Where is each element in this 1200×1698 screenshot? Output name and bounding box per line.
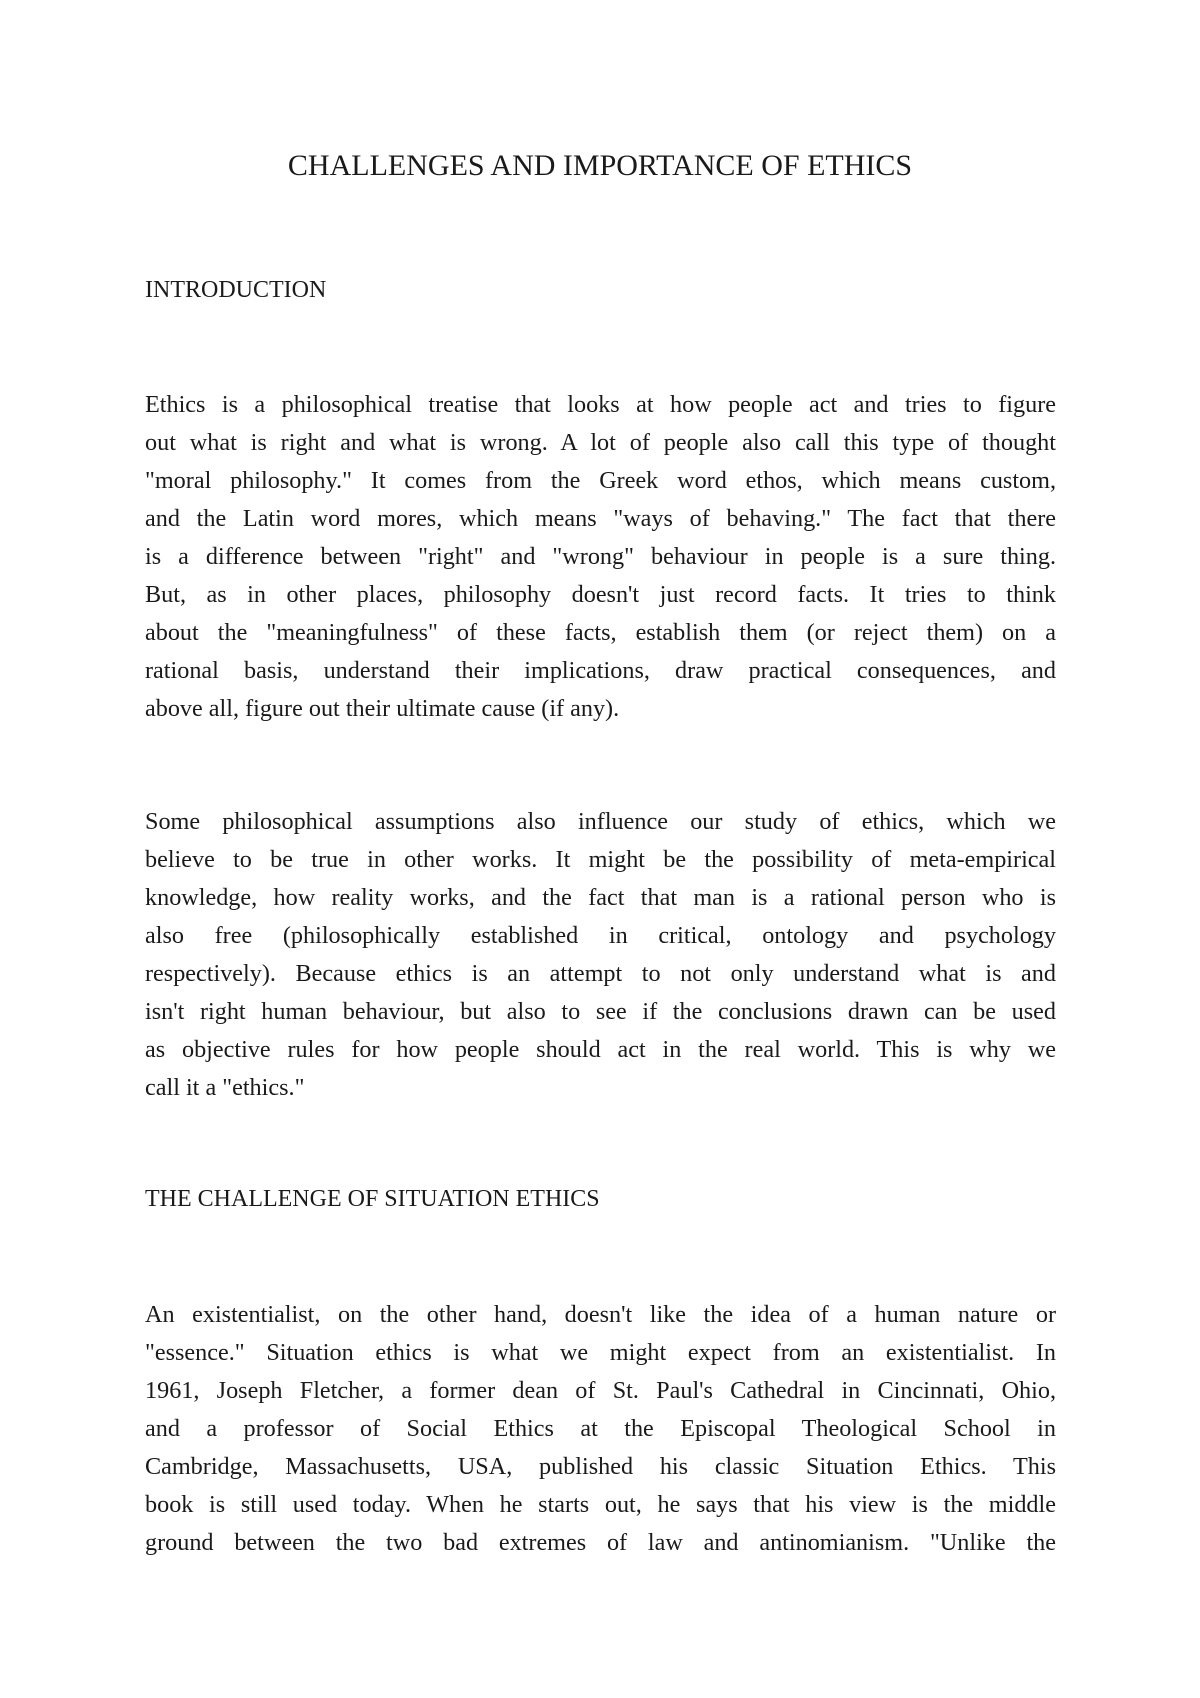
text-line: isn't right human behaviour, but also to see if the conclusions drawn can be used (145, 998, 1056, 1025)
situation-ethics-paragraph-1 (145, 1296, 1056, 1562)
text-line: as objective rules for how people should act in the real world. This is why we (145, 1036, 1056, 1063)
text-line: believe to be true in other works. It might be the possibility of meta-empirical (145, 846, 1056, 873)
text-line: Some philosophical assumptions also influence our study of ethics, which we (145, 808, 1056, 835)
text-line: out what is right and what is wrong. A lot of people also call this type of thought (145, 429, 1056, 456)
introduction-paragraph-2 (145, 803, 1056, 1107)
text-line: above all, figure out their ultimate cause (if any). (145, 695, 620, 722)
introduction-paragraph-1 (145, 386, 1056, 728)
text-line: An existentialist, on the other hand, doesn't like the idea of a human nature or (145, 1301, 1056, 1328)
text-line: 1961, Joseph Fletcher, a former dean of St. Paul's Cathedral in Cincinnati, Ohio, (145, 1377, 1056, 1404)
text-line: "moral philosophy." It comes from the Greek word ethos, which means custom, (145, 467, 1056, 494)
text-line: call it a "ethics." (145, 1074, 305, 1101)
text-line: ground between the two bad extremes of law and antinomianism. "Unlike the (145, 1529, 1056, 1556)
text-line: and the Latin word mores, which means "ways of behaving." The fact that there (145, 505, 1056, 532)
text-line: book is still used today. When he starts out, he says that his view is the middle (145, 1491, 1056, 1518)
text-line: But, as in other places, philosophy doesn't just record facts. It tries to think (145, 581, 1056, 608)
text-line: is a difference between "right" and "wrong" behaviour in people is a sure thing. (145, 543, 1056, 570)
section-heading-introduction: INTRODUCTION (145, 277, 327, 303)
text-line: rational basis, understand their implications, draw practical consequences, and (145, 657, 1056, 684)
text-line: and a professor of Social Ethics at the Episcopal Theological School in (145, 1415, 1056, 1442)
text-line: respectively). Because ethics is an attempt to not only understand what is and (145, 960, 1056, 987)
text-line: also free (philosophically established in critical, ontology and psychology (145, 922, 1056, 949)
text-line: Ethics is a philosophical treatise that looks at how people act and tries to figure (145, 391, 1056, 418)
document-title: CHALLENGES AND IMPORTANCE OF ETHICS (287, 149, 913, 182)
text-line: Cambridge, Massachusetts, USA, published his classic Situation Ethics. This (145, 1453, 1056, 1480)
text-line: knowledge, how reality works, and the fact that man is a rational person who is (145, 884, 1056, 911)
text-line: "essence." Situation ethics is what we might expect from an existentialist. In (145, 1339, 1056, 1366)
section-heading-situation-ethics: THE CHALLENGE OF SITUATION ETHICS (145, 1186, 600, 1212)
text-line: about the "meaningfulness" of these facts, establish them (or reject them) on a (145, 619, 1056, 646)
